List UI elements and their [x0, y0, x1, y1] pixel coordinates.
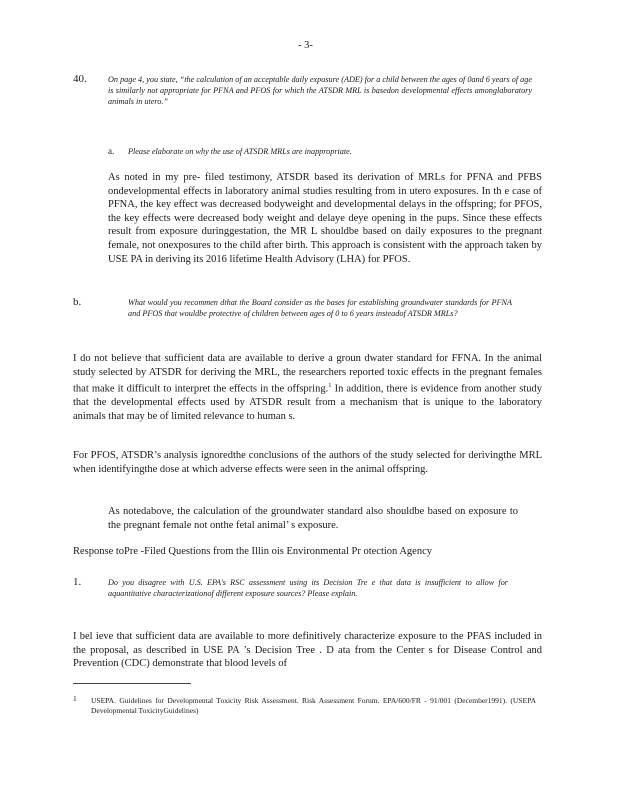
question-40-number: 40. [73, 73, 87, 85]
answer-b-paragraph-3: As notedabove, the calculation of the groundwater standard also shouldbe based on exposure to the pregnant female not onthe fetal animal’ s exposure. [108, 506, 518, 531]
section-heading: Response toPre -Filed Questions from the Illin ois Environmental Pr otection Agency [73, 546, 432, 557]
page-number: - 3- [298, 40, 313, 51]
sub-question-a-text: Please elaborate on why the use of ATSDR MRLs are inappropriate. [128, 147, 352, 156]
footnote-text: USEPA. Guidelines for Developmental Toxicity Risk Assessment. Risk Assessment Forum. EPA/600/FR - 91/001 (December1991). (USEPA Developmental ToxicityGuidelines) [91, 696, 536, 715]
question-40-text: On page 4, you state, “the calculation of an acceptable daily exposure (ADE) for a child between the ages of 0and 6 years of age is similarly not appropriate for PFNA and PFOS for which the ATSDR MRL is basedon developmental effects amonglaboratory animals in utero.” [108, 75, 532, 107]
sub-question-a-label: a. [108, 146, 115, 156]
sub-question-b-text: What would you recommen dthat the Board consider as the bases for establishing groundwater standards for PFNA and PFOS that wouldbe protective of children between ages of 0 to 6 years insteadof ATSDR MRLs? [128, 298, 512, 319]
footnote-separator [73, 683, 191, 684]
sub-question-b-label: b. [73, 296, 82, 308]
answer-b-paragraph-1: I do not believe that sufficient data are available to derive a groun dwater standard for FFNA. In the animal study selected by ATSDR for deriving the MRL, the researchers reported toxic effects in the pregnant females that make it difficult to interpret the effects in the offspring.$^1$ In addition, there is evidence from another study that the developmental effects used by ATSDR result from a mechanism that is unique to the laboratory animals that may be of limited relevance to human s. [73, 353, 542, 422]
question-1-text: Do you disagree with U.S. EPA's RSC assessment using its Decision Tre e that data is insufficient to allow for aquantitative characterizationof different exposure sources? Please explain. [108, 578, 508, 599]
footnote-marker: 1 [73, 694, 77, 703]
footnote-reference: 1 [328, 382, 332, 390]
question-1-answer: I bel ieve that sufficient data are available to more definitively characterize exposure to the PFAS included in the proposal, as described in USE PA ’s Decision Tree . D ata from the Center s for Disease Control and Prevention (CDC) demonstrate that blood levels of [73, 631, 542, 670]
answer-b-paragraph-2: For PFOS, ATSDR’s analysis ignoredthe conclusions of the authors of the study selected for derivingthe MRL when identifyingthe dose at which adverse effects were seen in the animal offspring. [73, 450, 542, 475]
answer-a-paragraph: As noted in my pre- filed testimony, ATSDR based its derivation of MRLs for PFNA and PFBS ondevelopmental effects in laboratory animal studies resulting from in utero exposures. In th e case of PFNA, the key effect was decreased bodyweight and developmental delays in the offspring; for PFOS, the key effects were decreased body weight and delaye deye opening in the pups. Since these effects result from exposure duringgestation, the MR L shouldbe based on daily exposures to the pregnant female, not onexposures to the child after birth. This approach is consistent with the approach taken by USE PA in deriving its 2016 lifetime Health Advisory (LHA) for PFOS. [108, 172, 542, 265]
question-1-number: 1. [73, 576, 82, 588]
